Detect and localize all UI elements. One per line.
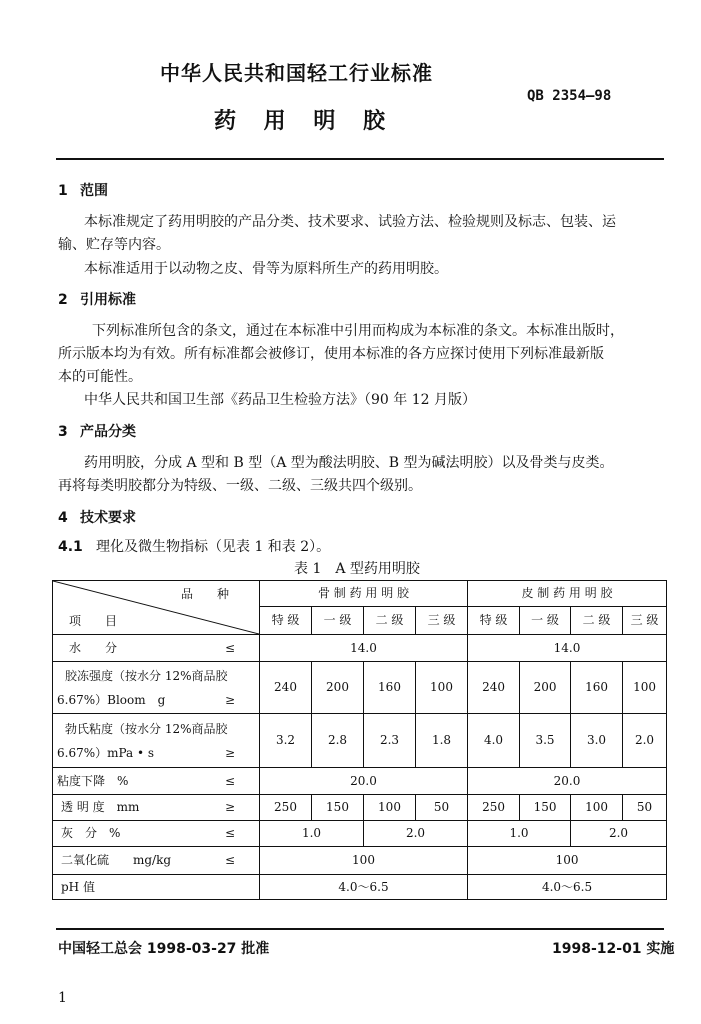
standard-code: QB 2354—98 xyxy=(527,88,612,104)
page-number: 1 xyxy=(58,990,67,1006)
section-1-para-1-line-2: 输、贮存等内容。 xyxy=(58,237,170,253)
cell-value: 3.0 xyxy=(571,714,623,768)
cell-value: 14.0 xyxy=(468,635,667,662)
cell-value: 240 xyxy=(468,662,520,714)
table-row xyxy=(53,875,667,900)
cell-value: 250 xyxy=(260,795,312,821)
section-2-para-1-line-3: 本的可能性。 xyxy=(58,369,142,385)
table-row xyxy=(53,768,667,795)
section-2-para-1-line-2: 所示版本均为有效。所有标准都会被修订，使用本标准的各方应探讨使用下列标准最新版 xyxy=(58,346,604,362)
table-corner-cell xyxy=(53,581,260,635)
table-row xyxy=(53,635,667,662)
cell-value: 2.0 xyxy=(364,821,468,847)
section-2-number: 2 xyxy=(58,292,68,308)
cell-value: 4.0～6.5 xyxy=(468,875,667,900)
section-2-reference: 中华人民共和国卫生部《药品卫生检验方法》（90 年 12 月版） xyxy=(84,392,476,408)
table-row xyxy=(53,847,667,875)
header-rule xyxy=(56,158,664,160)
cell-value: 2.0 xyxy=(571,821,667,847)
subsection-4-1-number: 4.1 xyxy=(58,539,83,555)
grade-header: 三 级 xyxy=(623,607,667,635)
cell-value: 2.0 xyxy=(623,714,667,768)
corner-label-item: 项 目 xyxy=(69,614,118,628)
section-3-para-line-2: 再将每类明胶都分为特级、一级、二级、三级共四个级别。 xyxy=(58,478,422,494)
grade-header: 一 级 xyxy=(520,607,571,635)
section-3-para-line-1: 药用明胶，分成 A 型和 B 型（A 型为酸法明胶、B 型为碱法明胶）以及骨类与皮类。 xyxy=(84,455,614,471)
cell-value: 150 xyxy=(520,795,571,821)
cell-value: 1.0 xyxy=(260,821,364,847)
grade-header: 三 级 xyxy=(416,607,468,635)
approval-note: 中国轻工总会 1998-03-27 批准 xyxy=(58,941,270,957)
cell-value: 160 xyxy=(364,662,416,714)
cell-value: 150 xyxy=(312,795,364,821)
row-label-sulfur-dioxide: 二氧化硫 mg/kg ≤ xyxy=(53,847,260,875)
row-label-ph: pH 值 xyxy=(53,875,260,900)
cell-value: 100 xyxy=(571,795,623,821)
row-label-clarity: 透 明 度 mm ≥ xyxy=(53,795,260,821)
section-3-number: 3 xyxy=(58,424,68,440)
cell-value: 160 xyxy=(571,662,623,714)
cell-value: 100 xyxy=(468,847,667,875)
cell-value: 3.2 xyxy=(260,714,312,768)
cell-value: 100 xyxy=(364,795,416,821)
section-3-title: 产品分类 xyxy=(80,424,136,440)
cell-value: 250 xyxy=(468,795,520,821)
cell-value: 100 xyxy=(623,662,667,714)
cell-value: 100 xyxy=(416,662,468,714)
table-caption: 表 1 A 型药用明胶 xyxy=(294,561,420,577)
cell-value: 100 xyxy=(260,847,468,875)
cell-value: 14.0 xyxy=(260,635,468,662)
row-label-moisture: 水 分 ≤ xyxy=(53,635,260,662)
cell-value: 2.3 xyxy=(364,714,416,768)
corner-label-variety: 品 种 xyxy=(180,587,229,601)
issuing-authority: 中华人民共和国轻工行业标准 xyxy=(160,61,433,85)
cell-value: 3.5 xyxy=(520,714,571,768)
cell-value: 50 xyxy=(623,795,667,821)
cell-value: 50 xyxy=(416,795,468,821)
cell-value: 20.0 xyxy=(468,768,667,795)
footer-rule xyxy=(56,928,664,930)
cell-value: 240 xyxy=(260,662,312,714)
document-title: 药 用 明 胶 xyxy=(214,109,395,134)
subsection-4-1-text: 理化及微生物指标（见表 1 和表 2）。 xyxy=(96,539,331,555)
section-2-title: 引用标准 xyxy=(80,292,136,308)
section-4-title: 技术要求 xyxy=(80,510,136,526)
grade-header: 一 级 xyxy=(312,607,364,635)
cell-value: 4.0 xyxy=(468,714,520,768)
section-1-number: 1 xyxy=(58,183,68,199)
section-1-title: 范围 xyxy=(80,183,108,199)
row-label-bloom: 胶冻强度（按水分 12%商品胶 6.67%）Bloom g ≥ xyxy=(53,662,260,714)
grade-header: 特 级 xyxy=(260,607,312,635)
row-label-viscosity-drop: 粘度下降 % ≤ xyxy=(53,768,260,795)
group-header-skin: 皮 制 药 用 明 胶 xyxy=(468,581,667,607)
cell-value: 200 xyxy=(312,662,364,714)
cell-value: 200 xyxy=(520,662,571,714)
section-1-para-1-line-1: 本标准规定了药用明胶的产品分类、技术要求、试验方法、检验规则及标志、包装、运 xyxy=(84,214,616,230)
grade-header: 二 级 xyxy=(571,607,623,635)
row-label-ash: 灰 分 % ≤ xyxy=(53,821,260,847)
table-row xyxy=(53,662,667,714)
section-1-para-2: 本标准适用于以动物之皮、骨等为原料所生产的药用明胶。 xyxy=(84,261,448,277)
cell-value: 1.8 xyxy=(416,714,468,768)
spec-table xyxy=(52,580,667,900)
cell-value: 20.0 xyxy=(260,768,468,795)
cell-value: 1.0 xyxy=(468,821,571,847)
table-row xyxy=(53,795,667,821)
cell-value: 4.0～6.5 xyxy=(260,875,468,900)
grade-header: 二 级 xyxy=(364,607,416,635)
implementation-date: 1998-12-01 实施 xyxy=(552,941,675,957)
row-label-viscosity: 勃氏粘度（按水分 12%商品胶 6.67%）mPa • s ≥ xyxy=(53,714,260,768)
cell-value: 2.8 xyxy=(312,714,364,768)
group-header-bone: 骨 制 药 用 明 胶 xyxy=(260,581,468,607)
section-4-number: 4 xyxy=(58,510,68,526)
grade-header: 特 级 xyxy=(468,607,520,635)
section-2-para-1-line-1: 下列标准所包含的条文，通过在本标准中引用而构成为本标准的条文。本标准出版时， xyxy=(92,323,624,339)
table-row xyxy=(53,714,667,768)
table-row xyxy=(53,821,667,847)
